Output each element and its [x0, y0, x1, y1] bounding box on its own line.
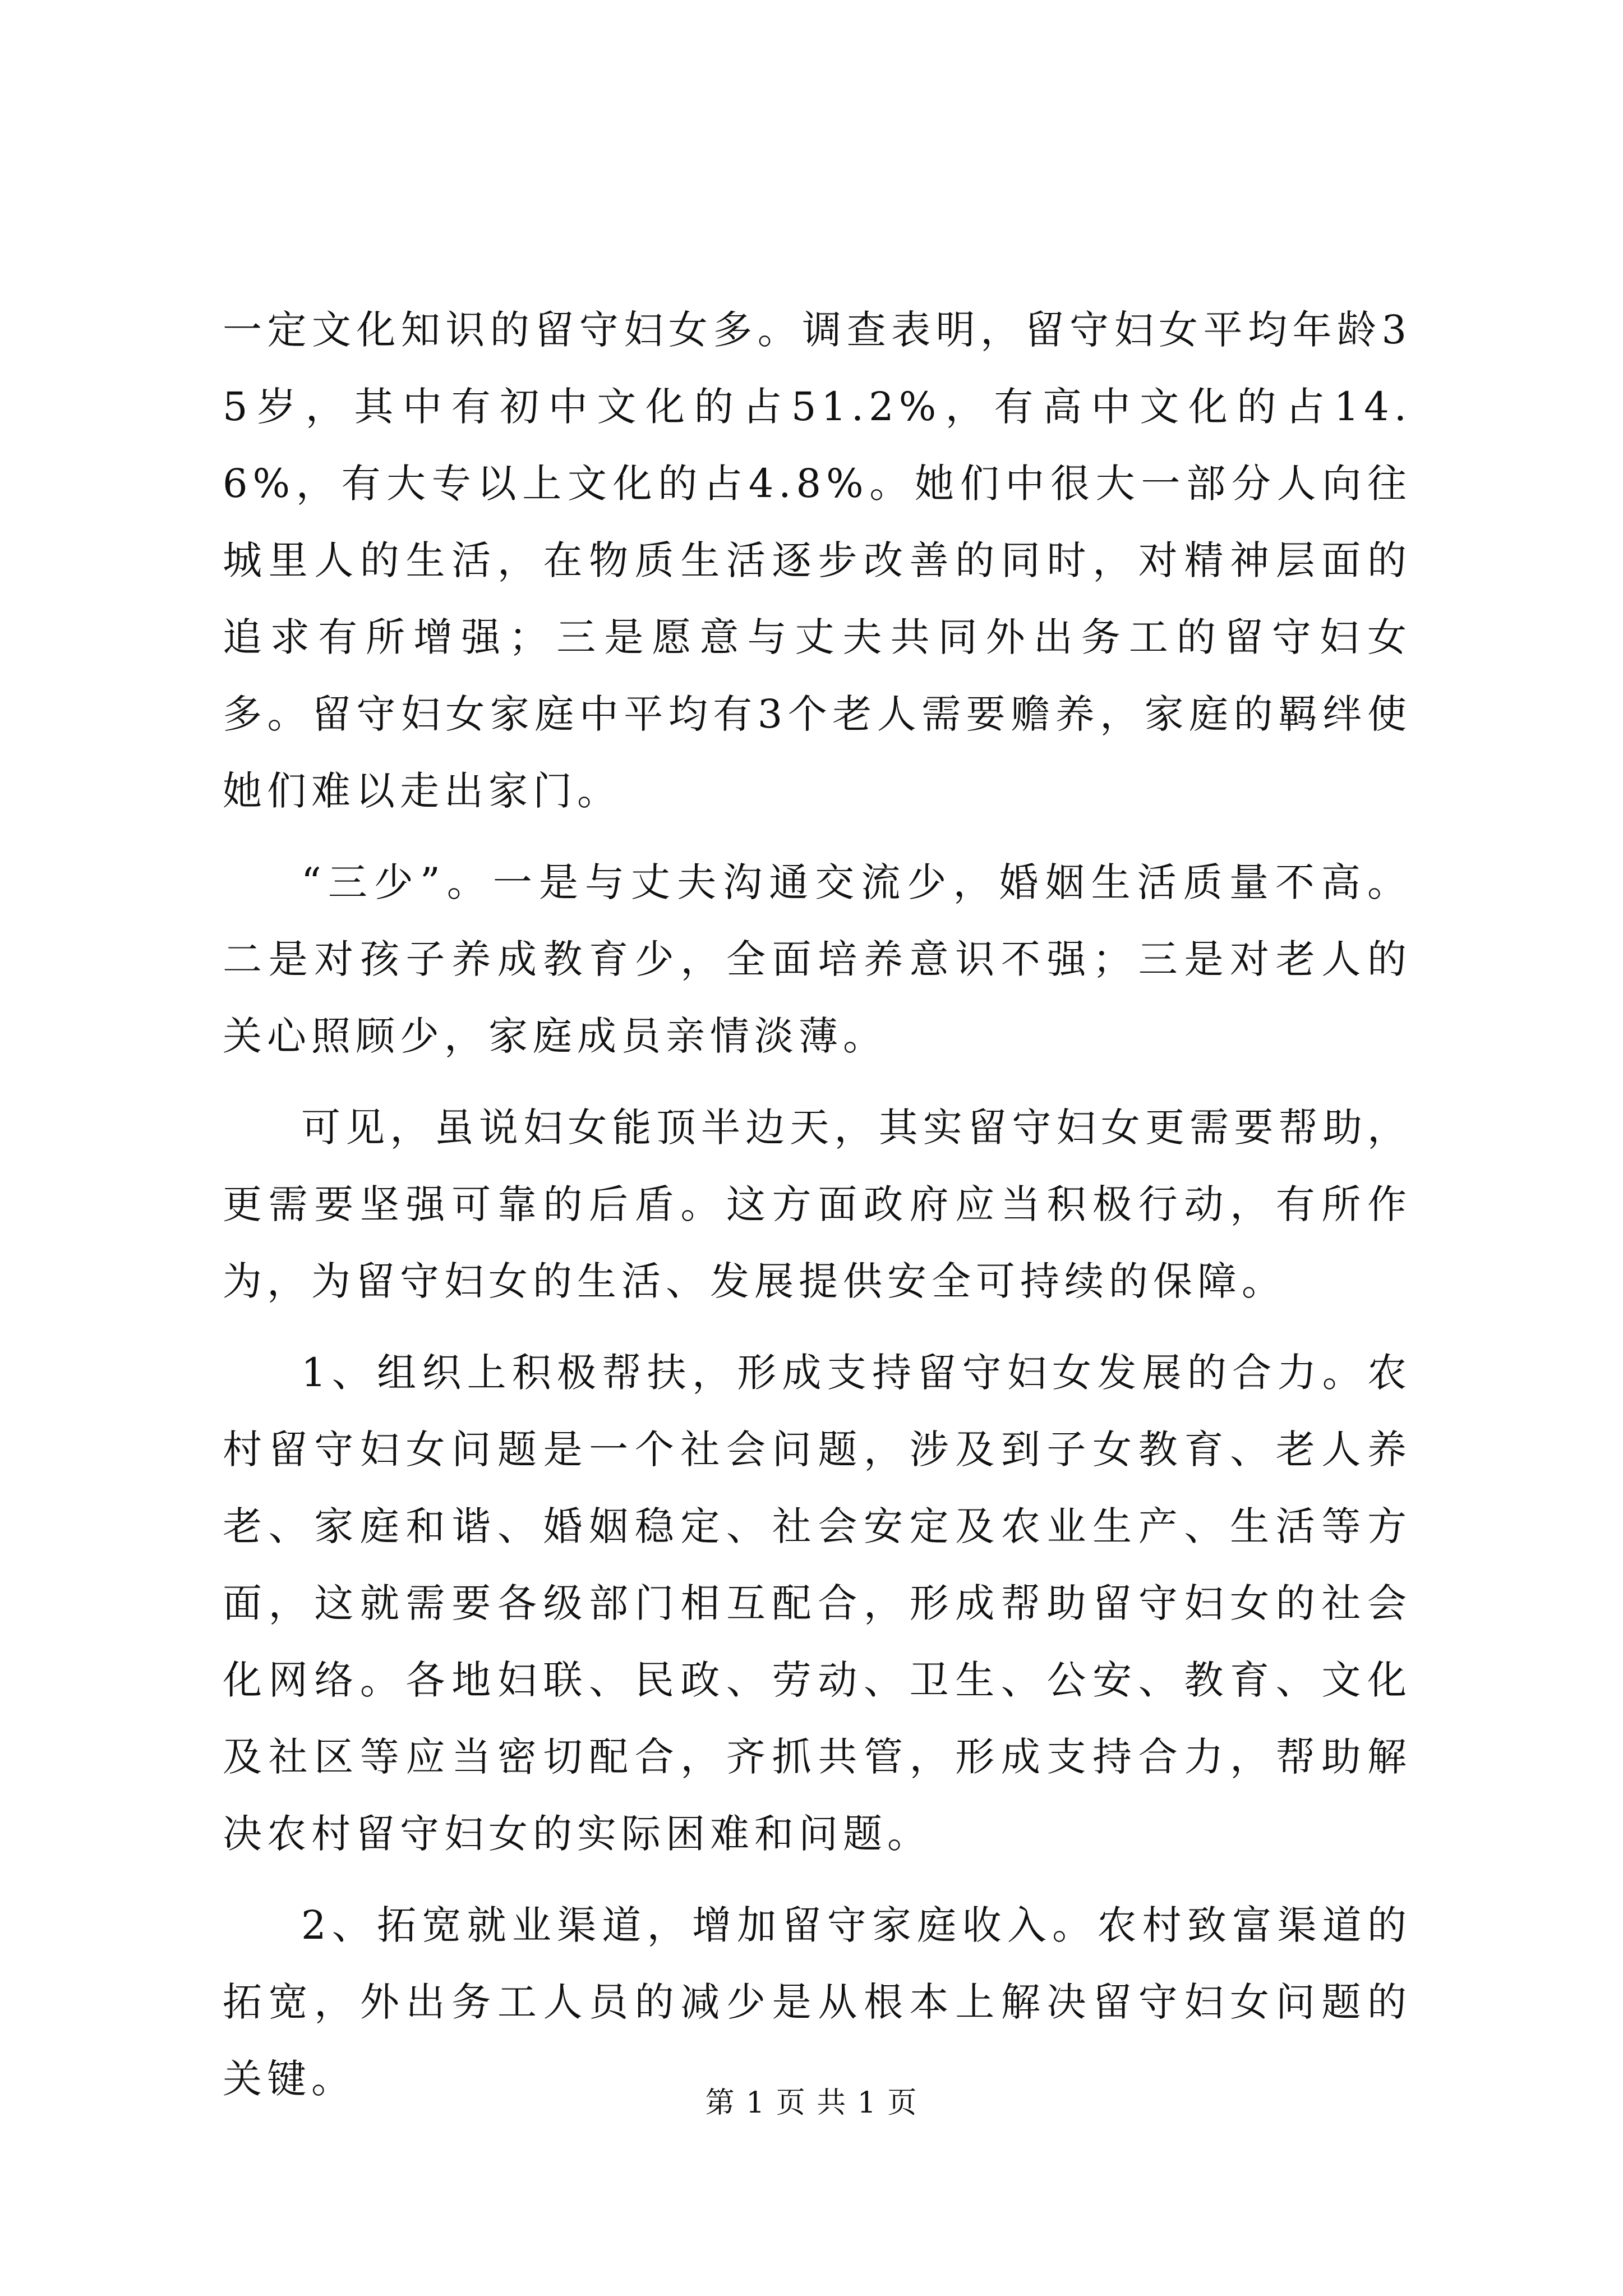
paragraph-3: 可见，虽说妇女能顶半边天，其实留守妇女更需要帮助，更需要坚强可靠的后盾。这方面政府应当积极行动，有所作为，为留守妇女的生活、发展提供安全可持续的保障。 [223, 1105, 1412, 1304]
page-number-footer: 第 1 页 共 1 页 [705, 2086, 918, 2120]
document-body [223, 292, 1412, 2118]
paragraph-5: 2、拓宽就业渠道，增加留守家庭收入。农村致富渠道的拓宽，外出务工人员的减少是从根本上解决留守妇女问题的关键。 [223, 1902, 1412, 2102]
paragraph-4: 1、组织上积极帮扶，形成支持留守妇女发展的合力。农村留守妇女问题是一个社会问题，涉及到子女教育、老人养老、家庭和谐、婚姻稳定、社会安定及农业生产、生活等方面，这就需要各级部门相互配合，形成帮助留守妇女的社会化网络。各地妇联、民政、劳动、卫生、公安、教育、文化及社区等应当密切配合，齐抓共管，形成支持合力，帮助解决农村留守妇女的实际困难和问题。 [223, 1350, 1412, 1857]
paragraph-2: “三少”。一是与丈夫沟通交流少，婚姻生活质量不高。二是对孩子养成教育少，全面培养意识不强；三是对老人的关心照顾少，家庭成员亲情淡薄。 [223, 859, 1412, 1059]
paragraph-1: 一定文化知识的留守妇女多。调查表明，留守妇女平均年龄35岁，其中有初中文化的占51.2%，有高中文化的占14.6%，有大专以上文化的占4.8%。她们中很大一部分人向往城里人的生活，在物质生活逐步改善的同时，对精神层面的追求有所增强；三是愿意与丈夫共同外出务工的留守妇女多。留守妇女家庭中平均有3个老人需要赡养，家庭的羁绊使她们难以走出家门。 [223, 307, 1412, 814]
